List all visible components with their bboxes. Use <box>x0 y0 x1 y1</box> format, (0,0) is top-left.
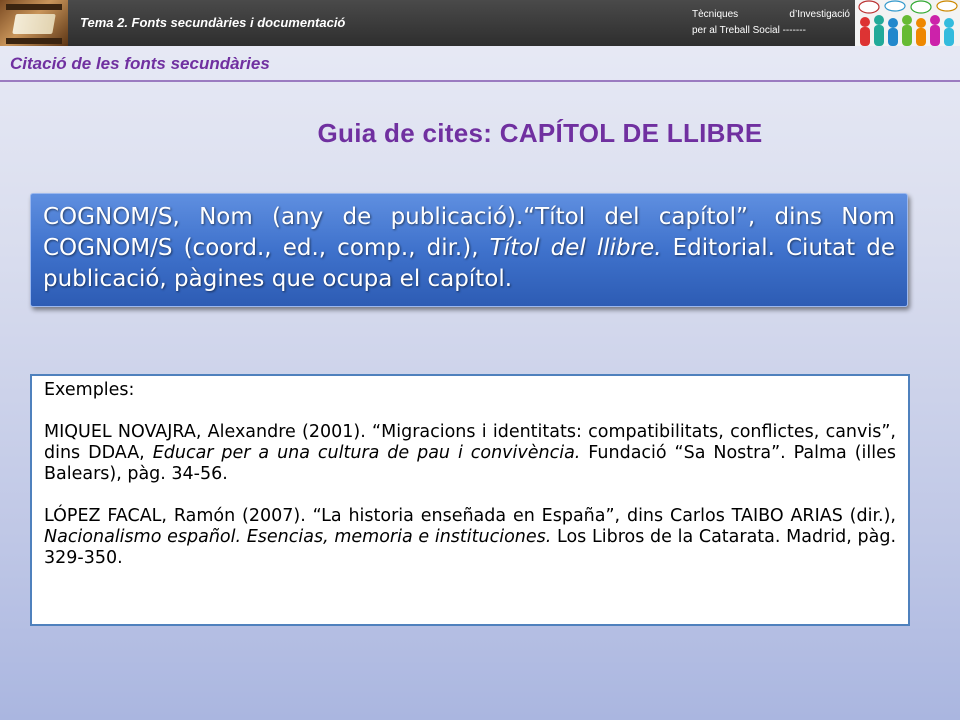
example-2 <box>44 506 896 569</box>
course-word-1: Tècniques <box>692 9 739 20</box>
examples-heading: Exemples: <box>44 380 135 400</box>
topic-title: Tema 2. Fonts secundàries i documentació <box>80 15 346 30</box>
citation-format-box <box>30 193 908 307</box>
course-name <box>692 7 850 39</box>
example-1-text: MIQUEL NOVAJRA, Alexandre (2001). “Migracions i identitats: compatibilitats, conflictes, canvis”, dins DDAA, <box>44 422 896 463</box>
example-2-text: LÓPEZ FACAL, Ramón (2007). “La historia enseñada en España”, dins Carlos TAIBO ARIAS (dir.), <box>44 506 896 526</box>
course-word-2: d’Investigació <box>789 9 850 20</box>
example-2-publisher: Los Libros de la Catarata. Madrid, pàg. 329-350. <box>44 527 897 568</box>
format-text-start: COGNOM/S, Nom (any de publicació).“Títol del capítol”, dins Nom COGNOM/S (coord., ed., comp., dir.), <box>43 204 895 261</box>
example-2-book-title: Nacionalismo español. Esencias, memoria e instituciones. <box>44 527 552 547</box>
course-line-2: per al Treball Social ------- <box>692 25 806 36</box>
format-book-title: Títol del llibre. <box>489 235 662 261</box>
header-bar <box>0 0 960 46</box>
format-text-end: Editorial. Ciutat de publicació, pàgines que ocupa el capítol. <box>43 235 895 292</box>
section-title: Citació de les fonts secundàries <box>10 54 270 73</box>
speech-bubbles <box>859 1 957 13</box>
section-divider <box>0 80 960 82</box>
examples-box <box>30 374 910 626</box>
example-1-publisher: Fundació “Sa Nostra”. Palma (illes Balears), pàg. 34-56. <box>44 443 896 484</box>
people-figures <box>860 15 954 46</box>
shelf-shape <box>6 4 62 10</box>
people-speech-bubbles-image <box>855 0 960 46</box>
main-title: Guia de cites: CAPÍTOL DE LLIBRE <box>317 118 763 148</box>
open-book-shape <box>12 14 56 34</box>
books-image <box>0 0 68 46</box>
example-1 <box>44 422 896 485</box>
example-1-book-title: Educar per a una cultura de pau i convivència. <box>152 443 581 463</box>
shelf-shape <box>6 38 62 44</box>
